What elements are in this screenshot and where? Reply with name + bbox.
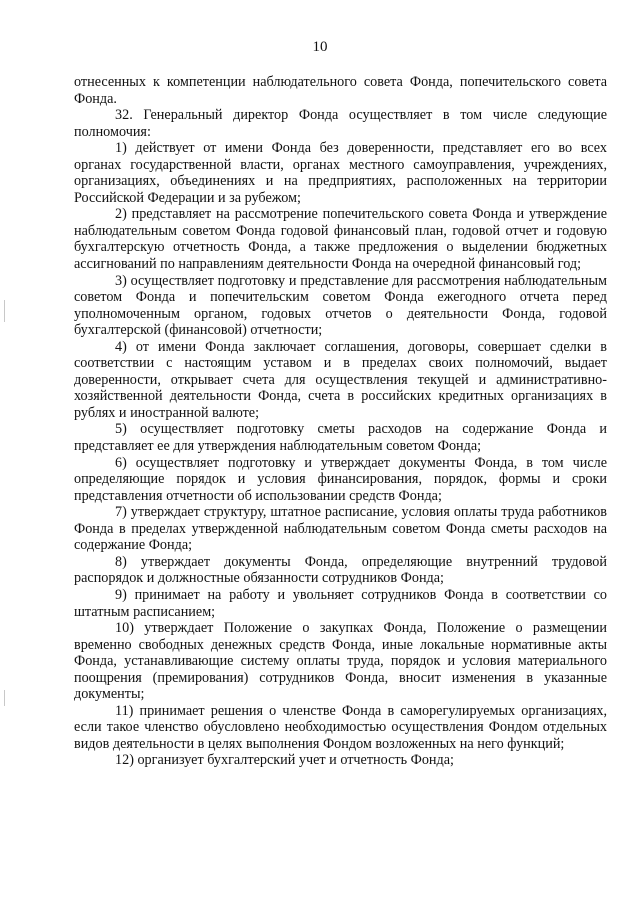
paragraph-item-6: 6) осуществляет подготовку и утверждает документы Фонда, в том числе определяющие порядок и условия финансирования, порядок, формы и сроки представления отчетности об использовании средств Фонда; <box>74 454 607 504</box>
paragraph-continuation: отнесенных к компетенции наблюдательного совета Фонда, попечительского совета Фонда. <box>74 74 607 107</box>
paragraph-item-7: 7) утверждает структуру, штатное расписание, условия оплаты труда работников Фонда в пределах утвержденной наблюдательным советом Фонда сметы расходов на содержание Фонда; <box>74 504 607 554</box>
paragraph-clause-32: 32. Генеральный директор Фонда осуществляет в том числе следующие полномочия: <box>74 107 607 140</box>
paragraph-item-5: 5) осуществляет подготовку сметы расходов на содержание Фонда и представляет ее для утверждения наблюдательным советом Фонда; <box>74 421 607 455</box>
scan-margin-mark <box>4 300 5 322</box>
paragraph-item-8: 8) утверждает документы Фонда, определяющие внутренний трудовой распорядок и должностные обязанности сотрудников Фонда; <box>74 553 607 587</box>
paragraph-item-9: 9) принимает на работу и увольняет сотрудников Фонда в соответствии со штатным расписанием; <box>74 586 607 620</box>
paragraph-item-1: 1) действует от имени Фонда без доверенности, представляет его во всех органах государственной власти, органах местного самоуправления, учреждениях, организациях, объединениях и на предприятиях, расположенных на территории Российской Федерации и за рубежом; <box>74 140 607 206</box>
paragraph-item-12: 12) организует бухгалтерский учет и отчетность Фонда; <box>115 752 454 769</box>
scan-margin-mark <box>4 690 5 706</box>
paragraph-item-11: 11) принимает решения о членстве Фонда в саморегулируемых организациях, если такое членство обусловлено необходимостью осуществления Фондом отдельных видов деятельности в целях выполнения Фондом возложенных на него функций; <box>74 702 607 752</box>
document-body <box>74 74 607 769</box>
paragraph-item-3: 3) осуществляет подготовку и представление для рассмотрения наблюдательным советом Фонда и попечительским советом Фонда ежегодного отчета перед уполномоченным органом, годовых отчетов о деятельности Фонда, годовой бухгалтерской (финансовой) отчетности; <box>74 272 607 339</box>
page-number: 10 <box>312 39 328 55</box>
paragraph-item-2: 2) представляет на рассмотрение попечительского совета Фонда и утверждение наблюдательным советом Фонда годовой финансовый план, годовой отчет и годовую бухгалтерскую отчетность Фонда, а также предложения о выделении бюджетных ассигнований по направлениям деятельности Фонда на очередной финансовый год; <box>74 206 607 273</box>
paragraph-item-10: 10) утверждает Положение о закупках Фонда, Положение о размещении временно свободных денежных средств Фонда, иные локальные нормативные акты Фонда, устанавливающие систему оплаты труда, порядок и условия материального поощрения (премирования) сотрудников Фонда, вносит изменения в указанные документы; <box>74 620 607 703</box>
paragraph-item-4: 4) от имени Фонда заключает соглашения, договоры, совершает сделки в соответствии с настоящим уставом и в пределах своих полномочий, выдает доверенности, открывает счета для осуществления текущей и административно-хозяйственной деятельности Фонда, счета в российских кредитных организациях в рублях и иностранной валюте; <box>74 338 607 421</box>
